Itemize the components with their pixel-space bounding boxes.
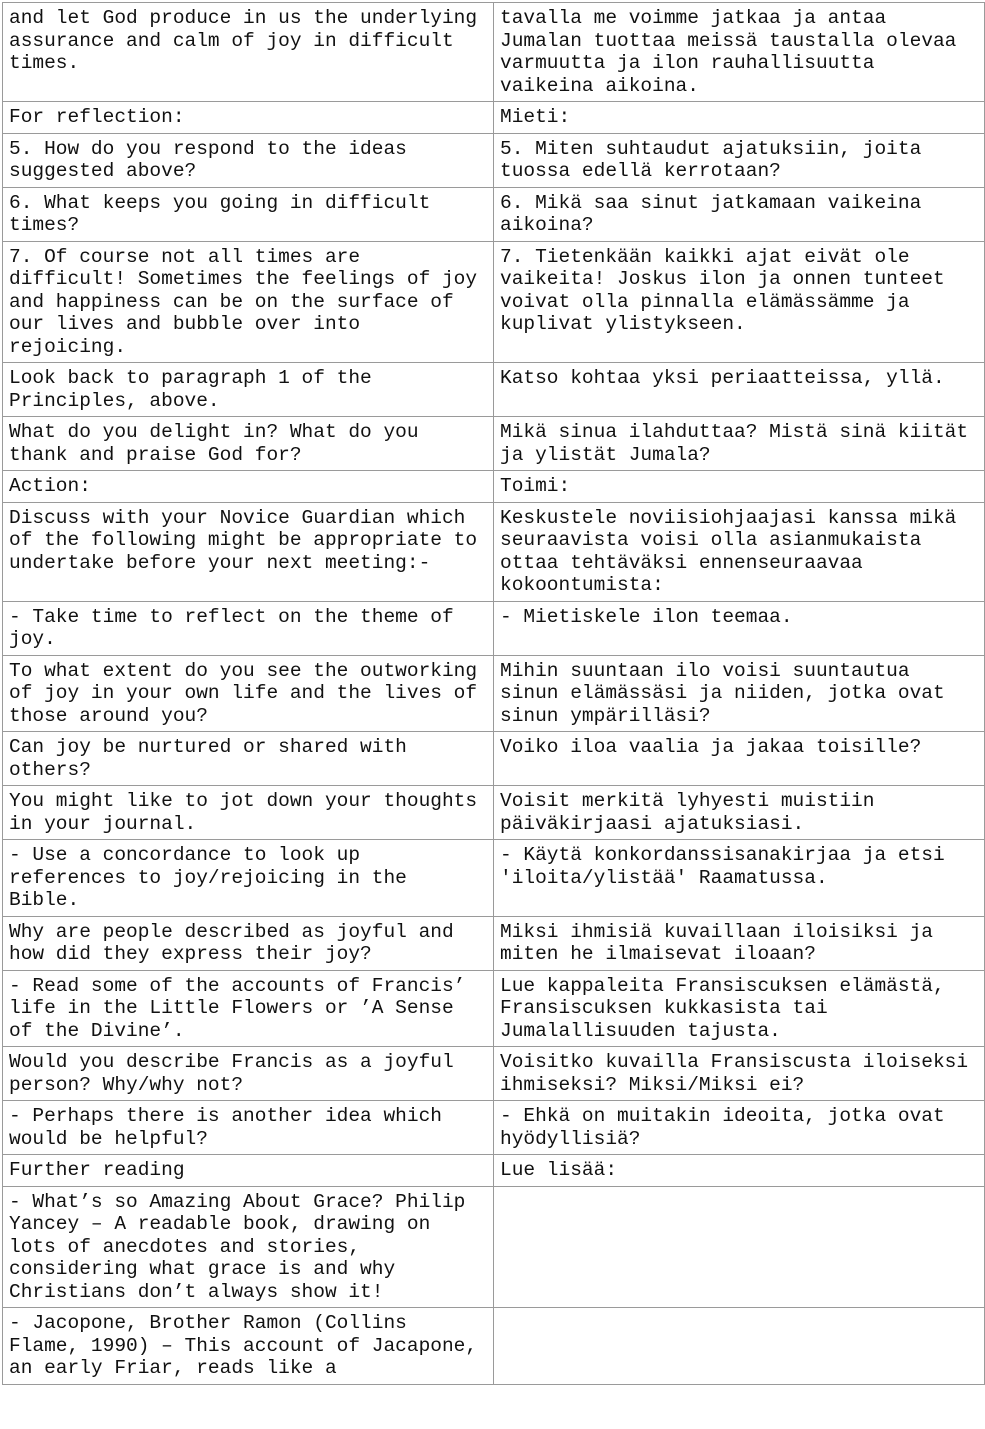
finnish-cell: Voisitko kuvailla Fransiscusta iloiseksi ihmiseksi? Miksi/Miksi ei? xyxy=(494,1047,985,1101)
table-row xyxy=(3,102,985,134)
finnish-cell: 7. Tietenkään kaikki ajat eivät ole vaikeita! Joskus ilon ja onnen tunteet voivat olla pinnalla elämässämme ja kuplivat ylistykseen. xyxy=(494,241,985,363)
english-cell: - What’s so Amazing About Grace? Philip Yancey – A readable book, drawing on lots of anecdotes and stories, considering what grace is and why Christians don’t always show it! xyxy=(3,1186,494,1308)
finnish-cell: 6. Mikä saa sinut jatkamaan vaikeina aikoina? xyxy=(494,187,985,241)
english-cell: - Use a concordance to look up references to joy/rejoicing in the Bible. xyxy=(3,840,494,917)
finnish-cell: Voiko iloa vaalia ja jakaa toisille? xyxy=(494,732,985,786)
table-row xyxy=(3,1101,985,1155)
finnish-cell xyxy=(494,1308,985,1385)
english-cell: What do you delight in? What do you thank and praise God for? xyxy=(3,417,494,471)
english-cell: Look back to paragraph 1 of the Principles, above. xyxy=(3,363,494,417)
english-cell: Why are people described as joyful and how did they express their joy? xyxy=(3,916,494,970)
table-row xyxy=(3,655,985,732)
table-row xyxy=(3,241,985,363)
table-row xyxy=(3,786,985,840)
english-cell: Discuss with your Novice Guardian which of the following might be appropriate to undertake before your next meeting:- xyxy=(3,502,494,601)
english-cell: To what extent do you see the outworking of joy in your own life and the lives of those around you? xyxy=(3,655,494,732)
english-cell: - Read some of the accounts of Francis’ life in the Little Flowers or ’A Sense of the Divine’. xyxy=(3,970,494,1047)
finnish-cell xyxy=(494,1186,985,1308)
english-cell: Action: xyxy=(3,471,494,503)
table-row xyxy=(3,601,985,655)
english-cell: Can joy be nurtured or shared with others? xyxy=(3,732,494,786)
english-cell: You might like to jot down your thoughts in your journal. xyxy=(3,786,494,840)
table-row xyxy=(3,970,985,1047)
table-row xyxy=(3,916,985,970)
bilingual-table xyxy=(2,2,985,1385)
english-cell: Further reading xyxy=(3,1155,494,1187)
finnish-cell: Miksi ihmisiä kuvaillaan iloisiksi ja miten he ilmaisevat iloaan? xyxy=(494,916,985,970)
english-cell: 6. What keeps you going in difficult times? xyxy=(3,187,494,241)
table-row xyxy=(3,1186,985,1308)
finnish-cell: Lue lisää: xyxy=(494,1155,985,1187)
english-cell: 7. Of course not all times are difficult! Sometimes the feelings of joy and happiness can be on the surface of our lives and bubble over into rejoicing. xyxy=(3,241,494,363)
table-row xyxy=(3,363,985,417)
finnish-cell: tavalla me voimme jatkaa ja antaa Jumalan tuottaa meissä taustalla olevaa varmuutta ja ilon rauhallisuutta vaikeina aikoina. xyxy=(494,3,985,102)
english-cell: For reflection: xyxy=(3,102,494,134)
finnish-cell: 5. Miten suhtaudut ajatuksiin, joita tuossa edellä kerrotaan? xyxy=(494,133,985,187)
english-cell: and let God produce in us the underlying assurance and calm of joy in difficult times. xyxy=(3,3,494,102)
table-row xyxy=(3,1155,985,1187)
table-row xyxy=(3,1047,985,1101)
table-row xyxy=(3,732,985,786)
finnish-cell: Mihin suuntaan ilo voisi suuntautua sinun elämässäsi ja niiden, jotka ovat sinun ympärilläsi? xyxy=(494,655,985,732)
finnish-cell: Toimi: xyxy=(494,471,985,503)
english-cell: Would you describe Francis as a joyful person? Why/why not? xyxy=(3,1047,494,1101)
finnish-cell: Mikä sinua ilahduttaa? Mistä sinä kiität ja ylistät Jumala? xyxy=(494,417,985,471)
english-cell: - Jacopone, Brother Ramon (Collins Flame, 1990) – This account of Jacapone, an early Friar, reads like a xyxy=(3,1308,494,1385)
english-cell: 5. How do you respond to the ideas suggested above? xyxy=(3,133,494,187)
finnish-cell: - Ehkä on muitakin ideoita, jotka ovat hyödyllisiä? xyxy=(494,1101,985,1155)
table-row xyxy=(3,471,985,503)
english-cell: - Perhaps there is another idea which would be helpful? xyxy=(3,1101,494,1155)
finnish-cell: Keskustele noviisiohjaajasi kanssa mikä seuraavista voisi olla asianmukaista ottaa tehtäväksi ennenseuraavaa kokoontumista: xyxy=(494,502,985,601)
finnish-cell: Mieti: xyxy=(494,102,985,134)
finnish-cell: - Käytä konkordanssisanakirjaa ja etsi 'iloita/ylistää' Raamatussa. xyxy=(494,840,985,917)
finnish-cell: - Mietiskele ilon teemaa. xyxy=(494,601,985,655)
table-row xyxy=(3,840,985,917)
table-row xyxy=(3,502,985,601)
finnish-cell: Katso kohtaa yksi periaatteissa, yllä. xyxy=(494,363,985,417)
table-row xyxy=(3,417,985,471)
finnish-cell: Voisit merkitä lyhyesti muistiin päiväkirjaasi ajatuksiasi. xyxy=(494,786,985,840)
table-row xyxy=(3,3,985,102)
table-row xyxy=(3,133,985,187)
table-row xyxy=(3,187,985,241)
table-row xyxy=(3,1308,985,1385)
english-cell: - Take time to reflect on the theme of joy. xyxy=(3,601,494,655)
finnish-cell: Lue kappaleita Fransiscuksen elämästä, Fransiscuksen kukkasista tai Jumalallisuuden tajusta. xyxy=(494,970,985,1047)
